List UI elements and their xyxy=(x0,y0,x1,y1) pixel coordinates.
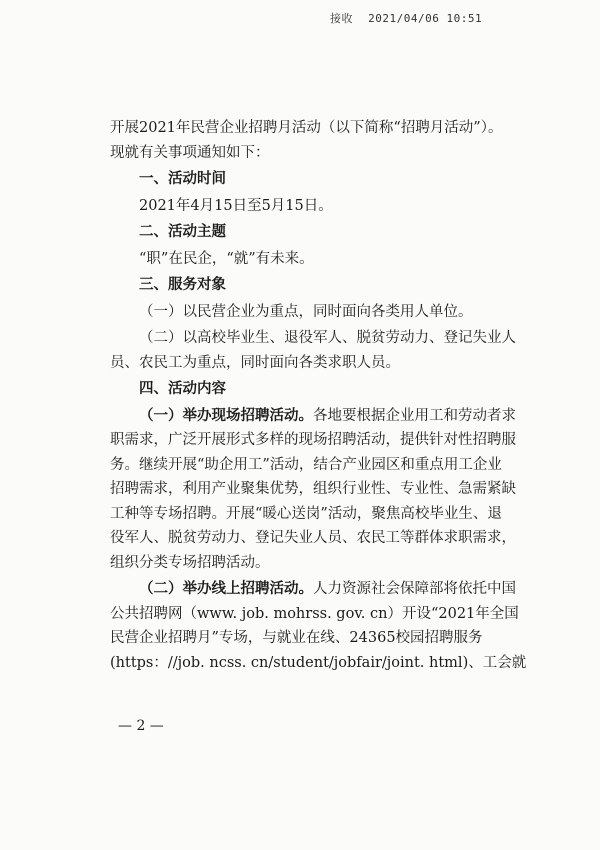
body-line: 员、农民工为重点，同时面向各类求职人员。 xyxy=(110,354,400,371)
page-number: — 2 — xyxy=(118,718,164,734)
paragraph-line xyxy=(110,577,530,602)
section-heading-time: 一、活动时间 xyxy=(139,171,226,187)
paragraph-line: 职需求，广泛开展形式多样的现场招聘活动，提供针对性招聘服 xyxy=(110,432,516,448)
section-heading-audience: 三、服务对象 xyxy=(139,277,226,293)
body-line: （一）以民营企业为重点，同时面向各类用人单位。 xyxy=(139,303,473,320)
paragraph-line: 组织分类专场招聘活动。 xyxy=(110,554,270,571)
body-line: “职”在民企，“就”有未来。 xyxy=(139,250,314,267)
paragraph-line: 务。继续开展“助企用工”活动，结合产业园区和重点用工企业 xyxy=(110,456,502,473)
section-heading-content: 四、活动内容 xyxy=(139,381,226,397)
paragraph-line: 工种等专场招聘。开展“暖心送岗”活动，聚焦高校毕业生、退 xyxy=(110,505,502,522)
paragraph-line: 招聘需求，利用产业聚集优势，组织行业性、专业性、急需紧缺 xyxy=(110,481,516,497)
fax-receipt-header xyxy=(330,10,490,26)
body-line: 开展2021年民营企业招聘月活动（以下简称“招聘月活动”）。 xyxy=(110,120,503,136)
body-line: （二）以高校毕业生、退役军人、脱贫劳动力、登记失业人 xyxy=(139,330,516,346)
fax-timestamp: 2021/04/06 10:51 xyxy=(368,12,483,25)
paragraph-text: 各地要根据企业用工和劳动者求 xyxy=(313,407,516,424)
paragraph-line: (https：//job. ncss. cn/student/jobfair/joint. html)、工会就 xyxy=(110,654,527,671)
paragraph-line: 公共招聘网（www. job. mohrss. gov. cn）开设“2021年全国 xyxy=(110,605,519,622)
section-heading-theme: 二、活动主题 xyxy=(139,224,226,240)
paragraph-line: 民营企业招聘月”专场，与就业在线、24365校园招聘服务 xyxy=(110,630,483,646)
paragraph-line: 役军人、脱贫劳动力、登记失业人员、农民工等群体求职需求， xyxy=(110,530,516,546)
body-line: 2021年4月15日至5月15日。 xyxy=(139,197,333,214)
paragraph-text: 人力资源社会保障部将依托中国 xyxy=(313,581,516,597)
document-body xyxy=(110,116,530,675)
subsection-lead-onsite: （一）举办现场招聘活动。 xyxy=(139,407,313,424)
body-line: 现就有关事项通知如下： xyxy=(110,144,270,161)
fax-receive-label: 接收 xyxy=(330,12,353,25)
subsection-lead-online: （二）举办线上招聘活动。 xyxy=(139,581,313,597)
paragraph-line xyxy=(110,404,530,429)
